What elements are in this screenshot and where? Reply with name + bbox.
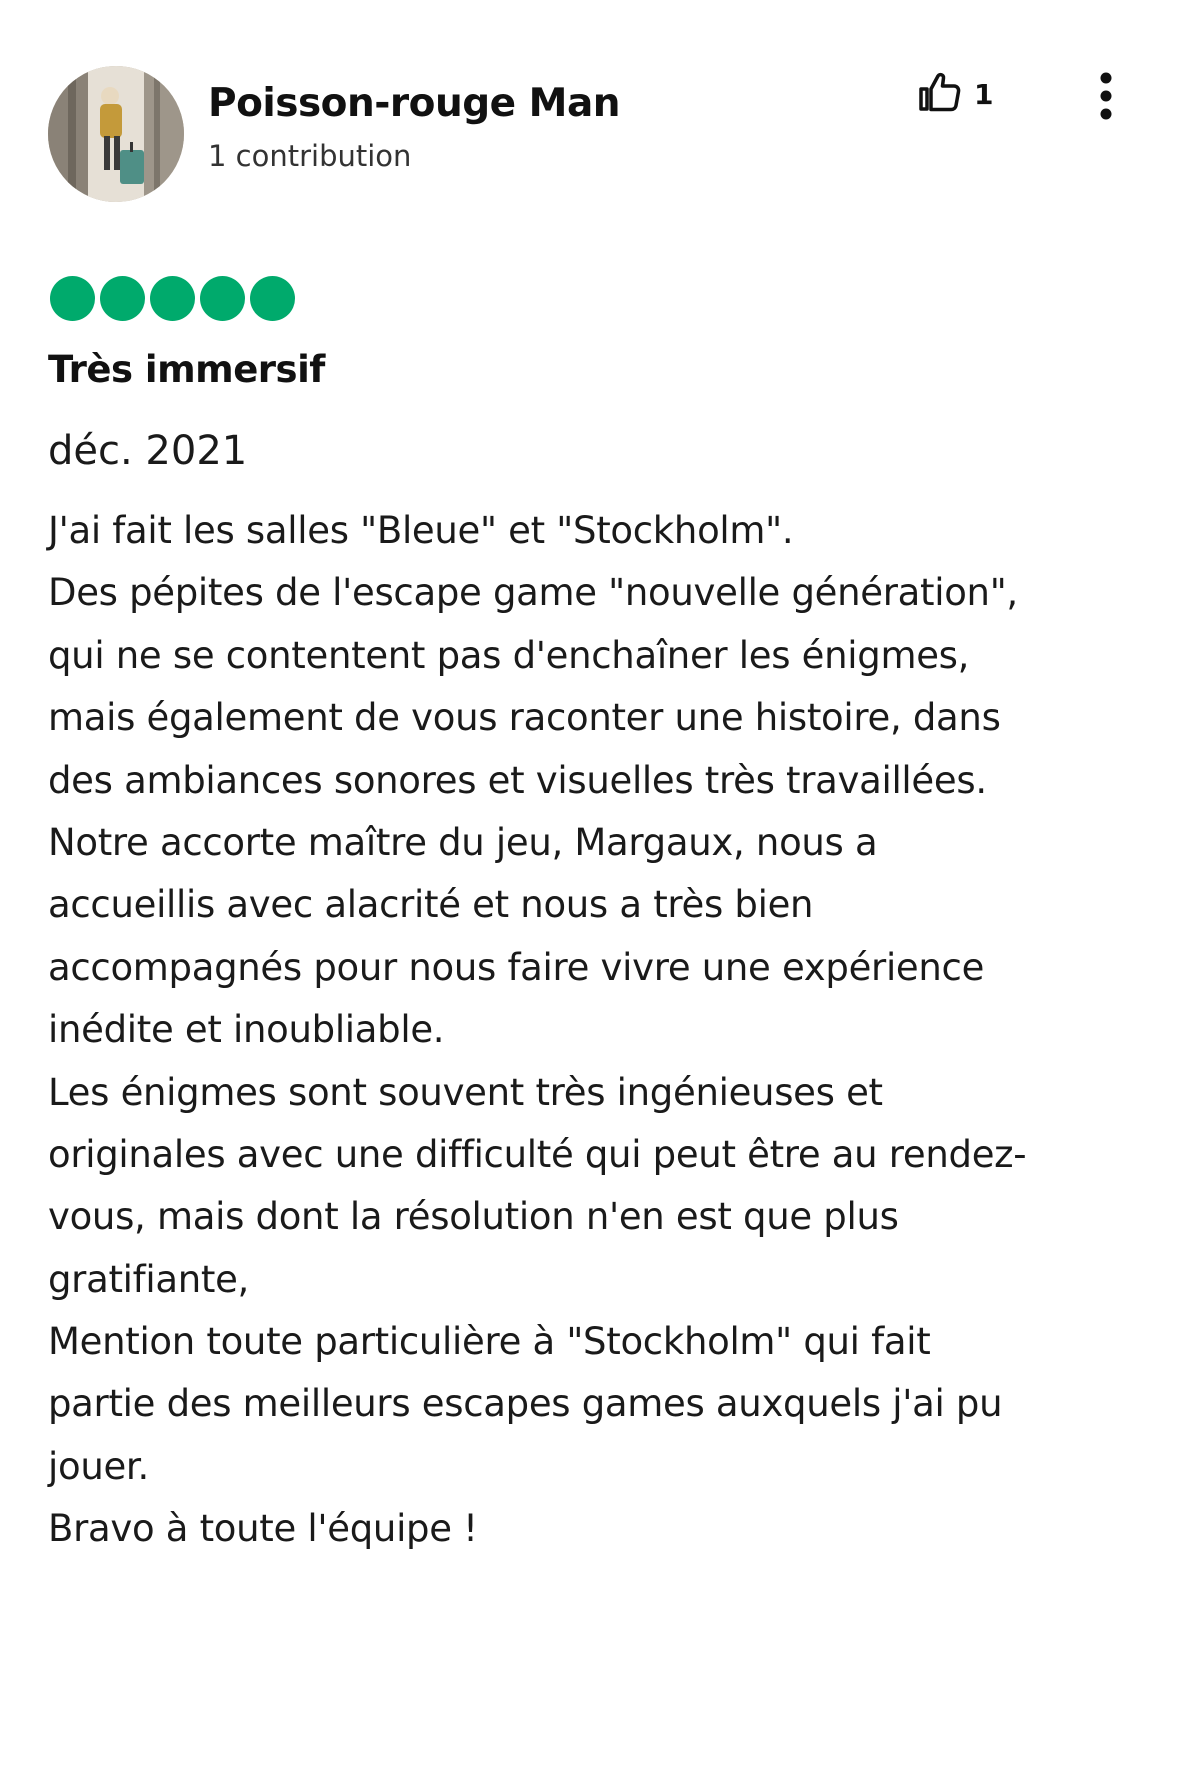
helpful-vote-button[interactable] xyxy=(916,66,993,122)
review-date: déc. 2021 xyxy=(48,428,248,474)
review-text-line: accueillis avec alacrité et nous a très bien xyxy=(48,883,814,927)
review-text-line: partie des meilleurs escapes games auxquels j'ai pu xyxy=(48,1382,1003,1426)
review-text-line: qui ne se contentent pas d'enchaîner les énigmes, xyxy=(48,633,970,677)
helpful-count: 1 xyxy=(974,77,994,111)
review-text-line: mais également de vous raconter une histoire, dans xyxy=(48,696,1001,740)
review-text-line: accompagnés pour nous faire vivre une expérience xyxy=(48,945,985,989)
rating-bubble xyxy=(250,276,295,321)
author-name[interactable]: Poisson-rouge Man xyxy=(208,81,621,126)
rating-bubble xyxy=(200,276,245,321)
contribution-count: 1 contribution xyxy=(208,139,412,173)
review-text-line: Les énigmes sont souvent très ingénieuses et xyxy=(48,1070,883,1114)
review-text-line: originales avec une difficulté qui peut être au rendez- xyxy=(48,1132,1027,1176)
review-text-line: inédite et inoubliable. xyxy=(48,1008,445,1052)
review-text-line: Mention toute particulière à "Stockholm" qui fait xyxy=(48,1320,931,1364)
more-options-button[interactable] xyxy=(1086,66,1126,126)
review-text-line: jouer. xyxy=(48,1444,149,1488)
rating-bubble xyxy=(100,276,145,321)
avatar[interactable] xyxy=(48,66,184,202)
review-title[interactable]: Très immersif xyxy=(48,348,325,391)
review-text-line: Bravo à toute l'équipe ! xyxy=(48,1507,478,1551)
rating-bubbles xyxy=(50,276,295,321)
avatar-photo xyxy=(48,66,184,202)
rating-bubble xyxy=(50,276,95,321)
review-text-line: J'ai fait les salles "Bleue" et "Stockholm". xyxy=(48,509,794,552)
user-info xyxy=(208,80,620,174)
thumbs-up-icon xyxy=(916,68,964,120)
rating-bubble xyxy=(150,276,195,321)
review-text-line: gratifiante, xyxy=(48,1257,250,1301)
review-text-line: des ambiances sonores et visuelles très travaillées. xyxy=(48,758,987,802)
review-text-line: vous, mais dont la résolution n'en est que plus xyxy=(48,1195,899,1239)
review-text-line: Des pépites de l'escape game "nouvelle génération", xyxy=(48,571,1018,615)
more-vertical-icon xyxy=(1086,111,1126,130)
review-text-line: Notre accorte maître du jeu, Margaux, nous a xyxy=(48,820,878,864)
review-body xyxy=(48,500,1188,1561)
